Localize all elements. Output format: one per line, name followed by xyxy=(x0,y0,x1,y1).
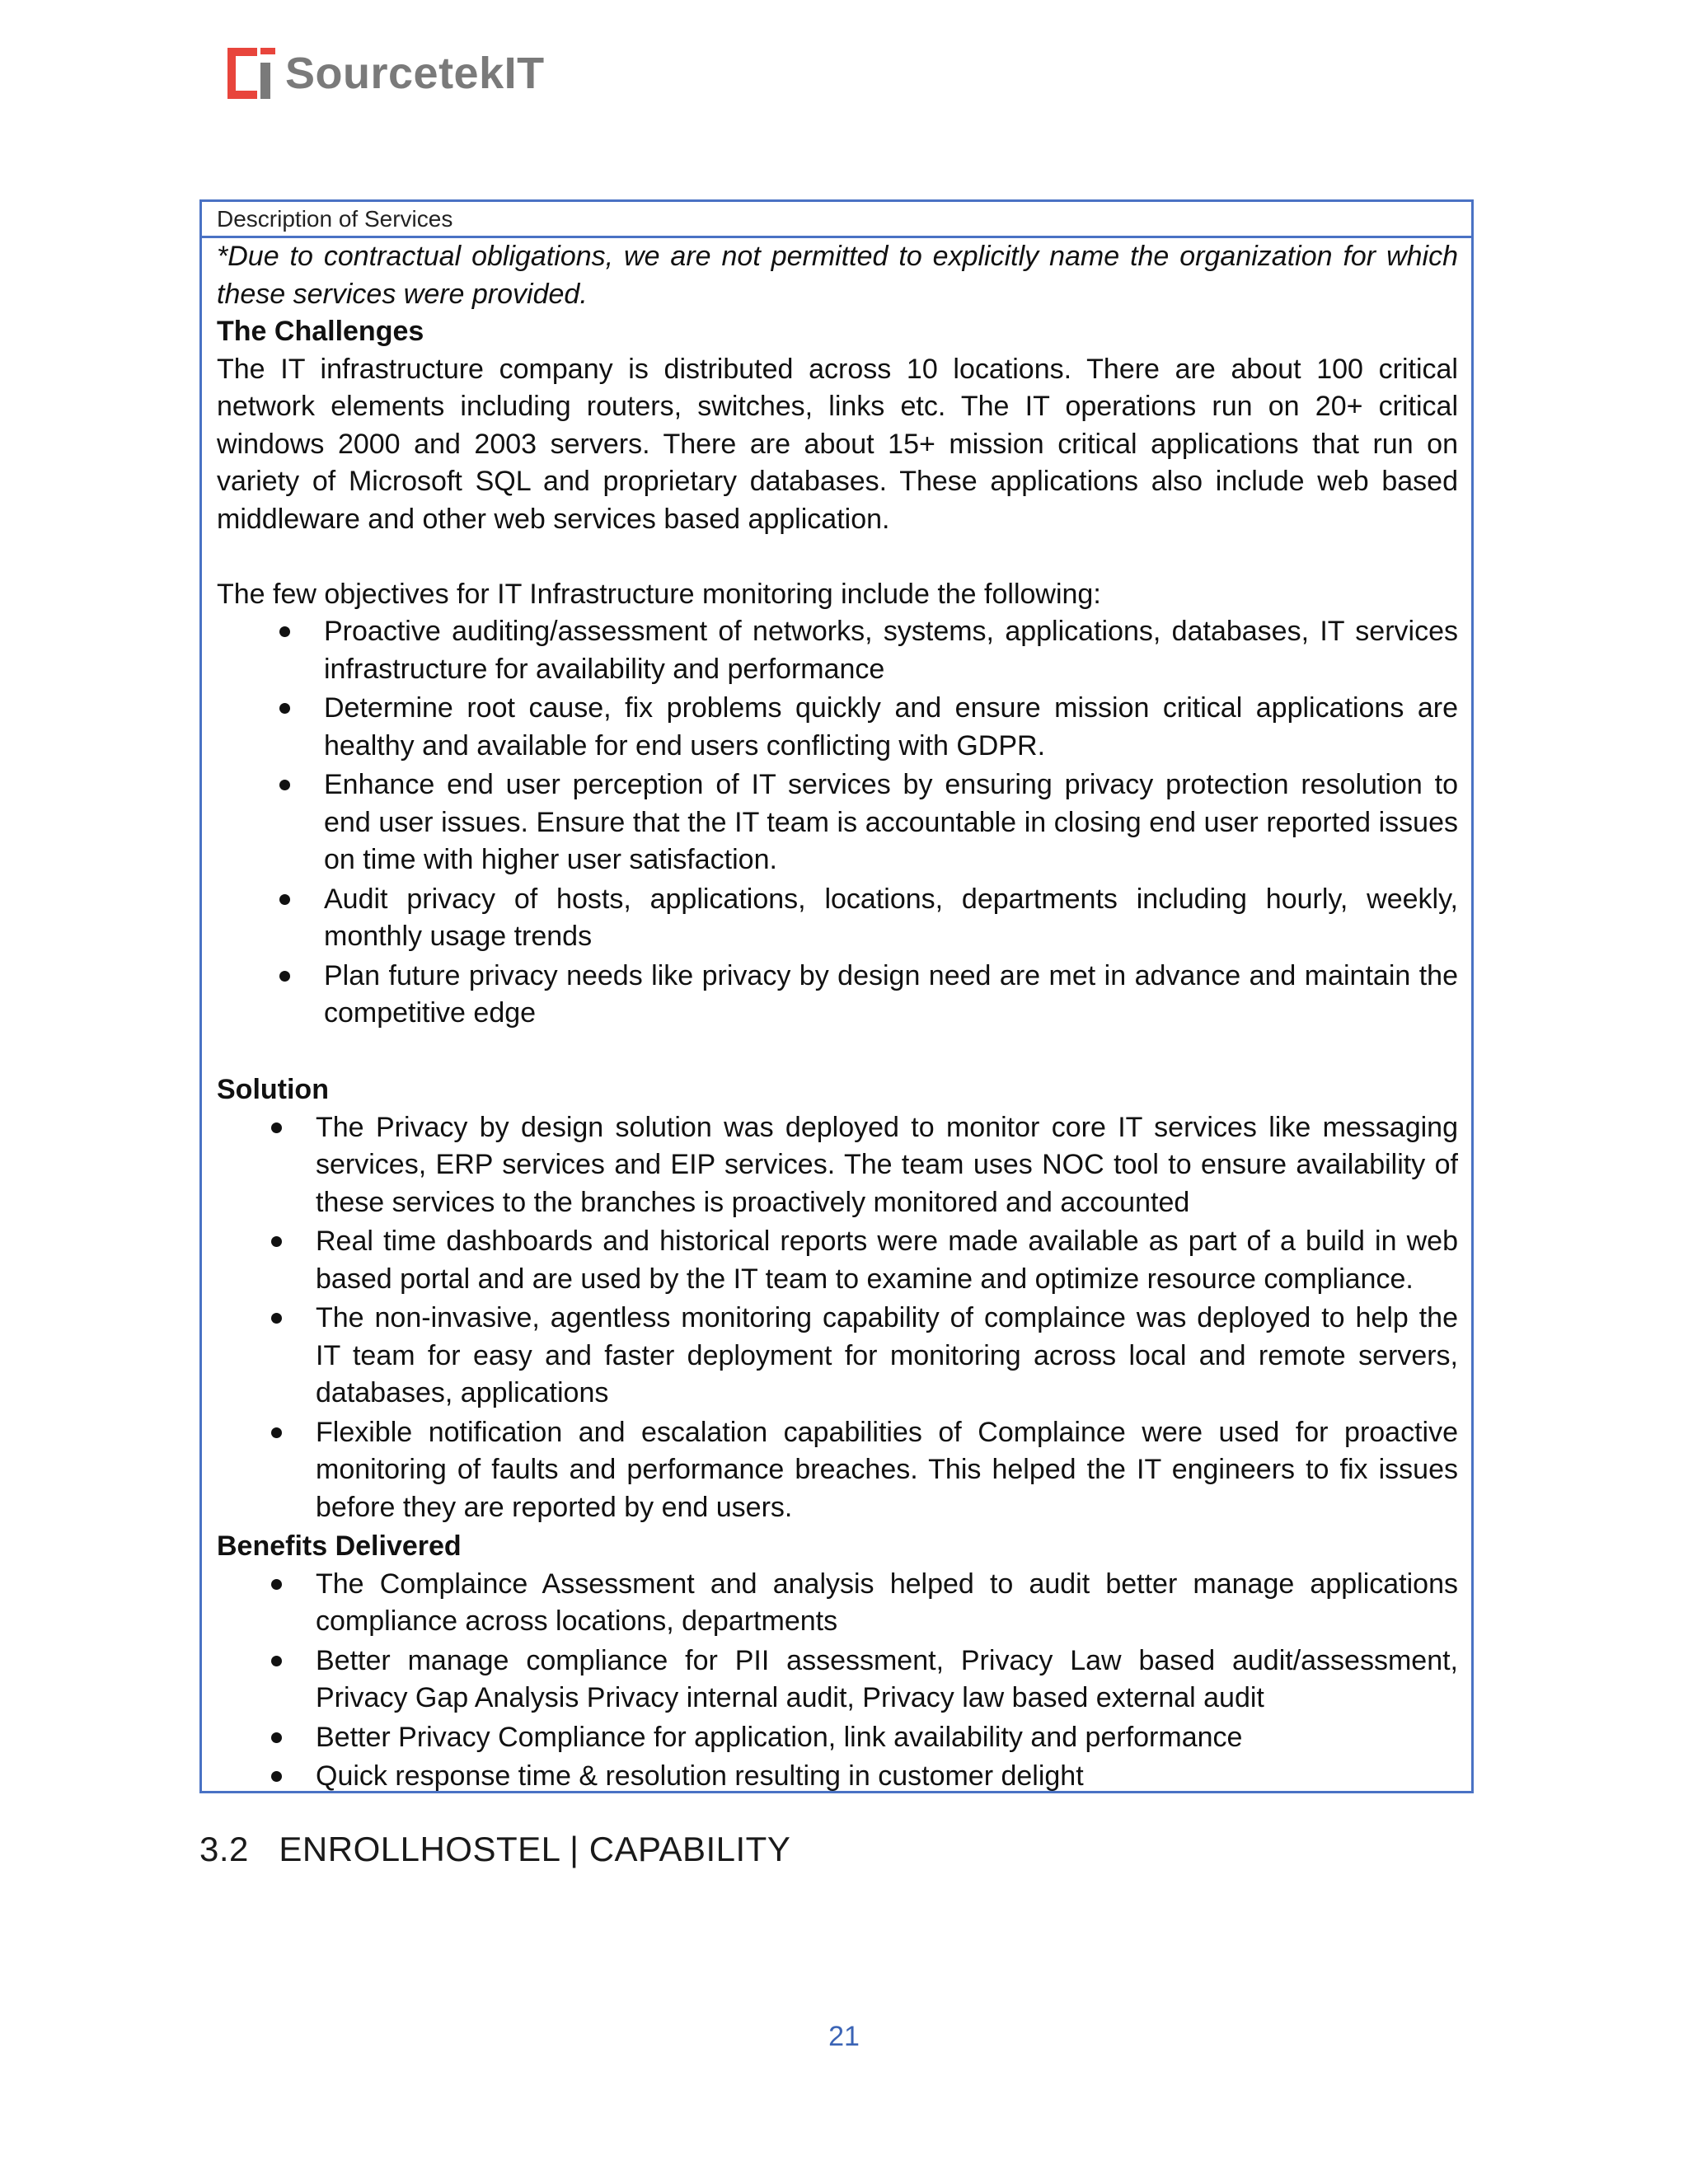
challenges-paragraph: The IT infrastructure company is distributed across 10 locations. There are about 100 critical network elements including routers, switches, links etc. The IT operations run on 20+ critical windows 2000 and 2003 servers. There are about 15+ mission critical applications that run on variety of Microsoft SQL and proprietary databases. These applications also include web based middleware and other web services based application. xyxy=(217,353,1458,535)
objective-item: Proactive auditing/assessment of networks, systems, applications, databases, IT services infrastructure for availability and performance xyxy=(217,613,1458,688)
bullet-icon xyxy=(271,1771,282,1782)
bullet-icon xyxy=(279,626,290,637)
bullet-icon xyxy=(279,894,290,905)
solution-item: The non-invasive, agentless monitoring capability of complaince was deployed to help the IT team for easy and faster deployment for monitoring across local and remote servers, databases, applications xyxy=(217,1300,1458,1413)
logo-text: SourcetekIT xyxy=(285,49,545,98)
benefit-item: Better manage compliance for PII assessment, Privacy Law based audit/assessment, Privacy Gap Analysis Privacy internal audit, Privacy law based external audit xyxy=(217,1643,1458,1718)
benefits-list xyxy=(217,1566,1458,1796)
benefit-item: The Complaince Assessment and analysis helped to audit better manage applications compliance across locations, departments xyxy=(217,1566,1458,1641)
objective-item: Enhance end user perception of IT services by ensuring privacy protection resolution to end user issues. Ensure that the IT team is accountable in closing end user reported issues on time with higher user satisfaction. xyxy=(217,766,1458,879)
solution-heading: Solution xyxy=(217,1074,329,1105)
bullet-icon xyxy=(271,1732,282,1743)
page-number: 21 xyxy=(828,2021,860,2052)
bullet-icon xyxy=(271,1313,282,1324)
section-title: ENROLLHOSTEL | CAPABILITY xyxy=(279,1830,791,1868)
section-number: 3.2 xyxy=(199,1830,249,1868)
objective-item: Determine root cause, fix problems quickly and ensure mission critical applications are healthy and available for end users conflicting with GDPR. xyxy=(217,690,1458,765)
objectives-list xyxy=(217,613,1458,1033)
solution-item: Real time dashboards and historical reports were made available as part of a build in web based portal and are used by the IT team to examine and optimize resource compliance. xyxy=(217,1223,1458,1298)
benefit-item: Better Privacy Compliance for application, link availability and performance xyxy=(217,1719,1458,1757)
confidentiality-note: *Due to contractual obligations, we are not permitted to explicitly name the organization for which these services were provided. xyxy=(217,241,1458,310)
box-title: Description of Services xyxy=(202,202,1471,238)
solution-list xyxy=(217,1109,1458,1527)
bullet-icon xyxy=(271,1656,282,1666)
challenges-heading: The Challenges xyxy=(217,316,424,347)
solution-item: Flexible notification and escalation capabilities of Complaince were used for proactive monitoring of faults and performance breaches. This helped the IT engineers to fix issues before they are reported by end users. xyxy=(217,1414,1458,1527)
benefit-item: Quick response time & resolution resulting in customer delight xyxy=(217,1758,1458,1796)
bullet-icon xyxy=(279,703,290,714)
logo-mark-icon xyxy=(224,45,279,102)
services-description-box xyxy=(199,199,1474,1793)
objectives-intro: The few objectives for IT Infrastructure monitoring include the following: xyxy=(217,578,1101,610)
section-heading xyxy=(199,1830,790,1869)
bullet-icon xyxy=(271,1122,282,1133)
objective-item: Plan future privacy needs like privacy by design need are met in advance and maintain the competitive edge xyxy=(217,958,1458,1033)
company-logo xyxy=(224,45,545,102)
box-content xyxy=(202,238,1471,1796)
objective-item: Audit privacy of hosts, applications, locations, departments including hourly, weekly, monthly usage trends xyxy=(217,881,1458,956)
bullet-icon xyxy=(279,780,290,790)
bullet-icon xyxy=(279,971,290,982)
bullet-icon xyxy=(271,1427,282,1438)
bullet-icon xyxy=(271,1579,282,1590)
benefits-heading: Benefits Delivered xyxy=(217,1530,462,1562)
solution-item: The Privacy by design solution was deployed to monitor core IT services like messaging services, ERP services and EIP services. The team uses NOC tool to ensure availability of these services to the branches is proactively monitored and accounted xyxy=(217,1109,1458,1222)
bullet-icon xyxy=(271,1236,282,1247)
